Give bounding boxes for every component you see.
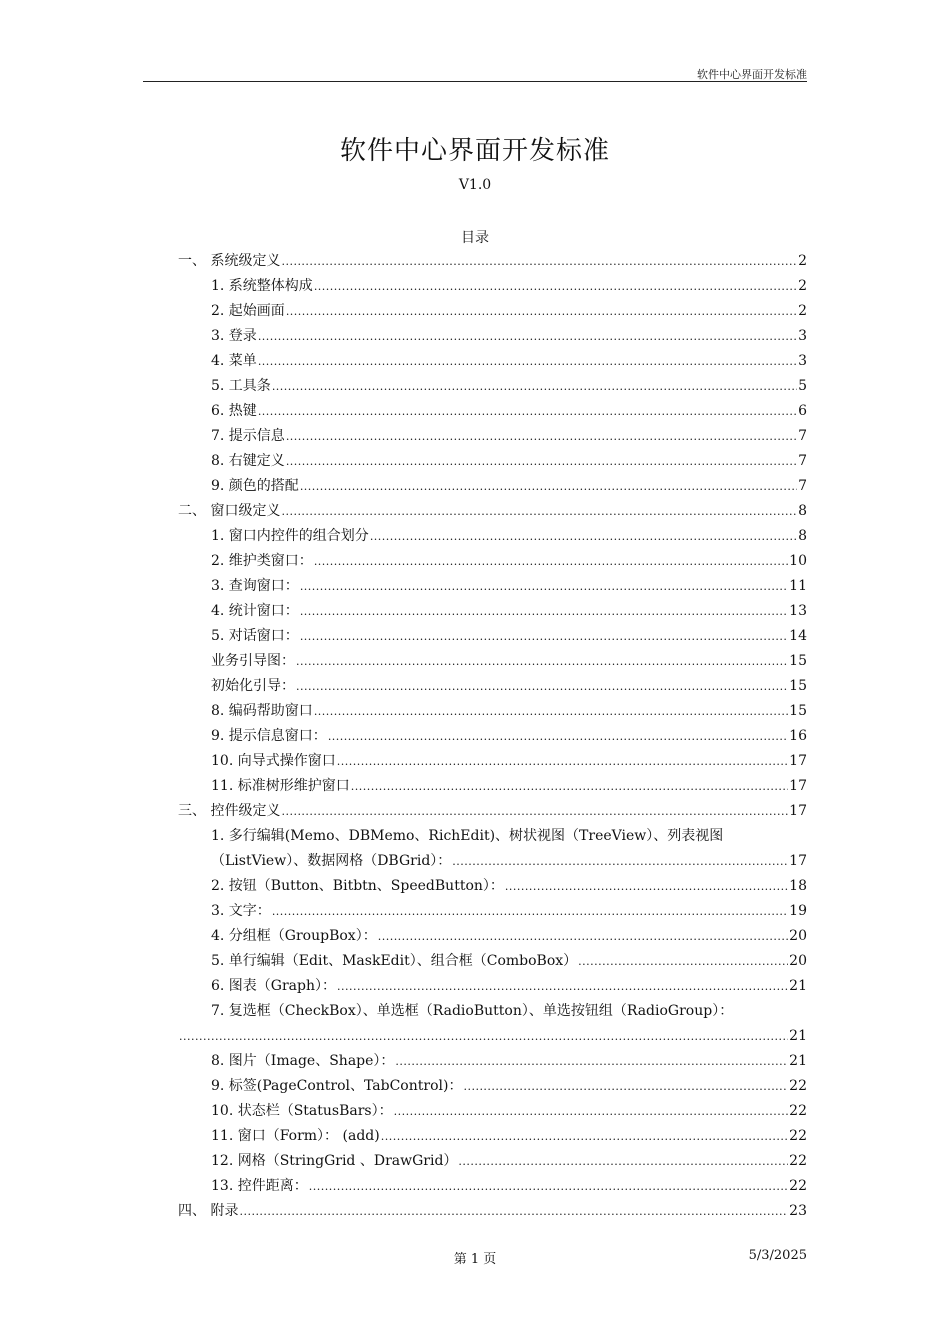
toc-dot-leader [300,599,788,624]
toc-entry[interactable] [211,324,807,349]
toc-entry-label: 9. 颜色的搭配 [211,478,299,494]
toc-entry-label: 5. 工具条 [211,378,271,394]
toc-entry-page: 11 [789,578,807,594]
toc-entry-page: 2 [798,303,807,319]
toc-entry-line[interactable] [211,824,807,849]
toc-entry[interactable] [211,649,807,674]
toc-entry[interactable] [211,674,807,699]
toc-entry-page: 3 [798,353,807,369]
toc-entry-label: 5. 对话窗口： [211,628,299,644]
toc-entry-label: 3. 查询窗口： [211,578,299,594]
toc-entry-label: 7. 复选框（CheckBox）、单选框（RadioButton）、单选按钮组（RadioGroup）： [211,1003,734,1019]
toc-dot-leader [272,374,797,399]
toc-entry-page: 17 [789,778,807,794]
toc-entry[interactable] [211,424,807,449]
toc-entry-label: 4. 分组框（GroupBox）： [211,928,377,944]
toc-dot-leader [179,1024,788,1049]
toc-entry-page: 19 [789,903,807,919]
toc-dot-leader [314,549,788,574]
toc-dot-leader [272,899,788,924]
toc-entry[interactable] [211,299,807,324]
toc-entry[interactable] [211,899,807,924]
toc-dot-leader [370,524,797,549]
toc-entry-page: 5 [798,378,807,394]
toc-entry-label: 13. 控件距离： [211,1178,308,1194]
toc-entry-label: 2. 按钮（Button、Bitbtn、SpeedButton）： [211,878,504,894]
toc-entry-label: 8. 图片（Image、Shape）： [211,1053,395,1069]
toc-entry-label: 业务引导图： [211,653,295,669]
toc-dot-leader [258,324,797,349]
toc-entry-page: 7 [798,428,807,444]
toc-entry[interactable] [211,949,807,974]
footer-date: 5/3/2025 [748,1248,807,1263]
toc-dot-leader [286,449,797,474]
toc-dot-leader [328,724,788,749]
toc-entry[interactable] [211,1099,807,1124]
document-version: V1.0 [458,177,492,193]
header-divider [143,81,807,82]
toc-dot-leader [286,299,797,324]
toc-entry[interactable] [178,499,807,524]
toc-entry[interactable] [211,724,807,749]
toc-entry-label: 6. 热键 [211,403,257,419]
toc-entry-label: 8. 右键定义 [211,453,285,469]
toc-entry[interactable] [211,624,807,649]
toc-entry-page: 22 [789,1103,807,1119]
toc-dot-leader [394,1099,789,1124]
toc-entry-page: 7 [798,453,807,469]
toc-entry[interactable] [211,524,807,549]
toc-entry-page: 17 [789,803,807,819]
toc-entry-page: 3 [798,328,807,344]
toc-dot-leader [314,699,788,724]
toc-dot-leader [452,849,788,874]
toc-entry-page: 10 [789,553,807,569]
toc-entry[interactable] [178,799,807,824]
toc-heading: 目录 [461,230,489,246]
toc-entry[interactable] [211,874,807,899]
toc-dot-leader [281,499,797,524]
toc-dot-leader [258,349,797,374]
toc-entry-page: 8 [798,503,807,519]
toc-entry-label: 3. 文字： [211,903,271,919]
toc-entry-label: 4. 统计窗口： [211,603,299,619]
toc-entry-page: 18 [789,878,807,894]
toc-entry[interactable] [211,1174,807,1199]
toc-entry-label: 11. 窗口（Form）： (add) [211,1128,380,1144]
toc-entry-page: 2 [798,253,807,269]
toc-entry-page: 13 [789,603,807,619]
toc-entry-page: 2 [798,278,807,294]
running-header: 软件中心界面开发标准 [697,68,807,81]
toc-dot-leader [463,1074,788,1099]
toc-entry[interactable] [211,1074,807,1099]
toc-entry[interactable] [211,399,807,424]
toc-entry-page: 15 [789,678,807,694]
toc-entry-label: 1. 系统整体构成 [211,278,313,294]
toc-entry[interactable] [211,574,807,599]
toc-dot-leader [314,274,797,299]
toc-entry[interactable] [211,1124,807,1149]
toc-dot-leader [351,774,788,799]
toc-entry-label: 12. 网格（StringGrid 、DrawGrid） [211,1153,458,1169]
toc-entry-label: 10. 向导式操作窗口 [211,753,336,769]
toc-dot-leader [296,649,788,674]
toc-entry-label: 2. 维护类窗口： [211,553,313,569]
toc-dot-leader [300,574,788,599]
toc-entry-page: 16 [789,728,807,744]
toc-dot-leader [378,924,788,949]
toc-entry-label: 1. 窗口内控件的组合划分 [211,528,369,544]
toc-entry-label: 三、 控件级定义 [178,803,281,819]
toc-entry-label: 3. 登录 [211,328,257,344]
toc-entry[interactable] [211,849,807,874]
toc-entry-page: 22 [789,1178,807,1194]
toc-dot-leader [395,1049,788,1074]
toc-entry-label: 1. 多行编辑(Memo、DBMemo、RichEdit)、树状视图（TreeView）、列表视图 [211,828,724,844]
toc-entry-page: 21 [789,978,807,994]
toc-entry[interactable] [211,749,807,774]
toc-entry[interactable] [211,924,807,949]
toc-entry-page: 22 [789,1078,807,1094]
toc-dot-leader [505,874,788,899]
toc-entry-label: （ListView）、数据网格（DBGrid）： [211,853,452,869]
toc-entry-page: 14 [789,628,807,644]
toc-dot-leader [458,1149,788,1174]
toc-entry[interactable] [178,249,807,274]
toc-entry-page: 20 [789,953,807,969]
toc-entry-page: 8 [798,528,807,544]
toc-entry-page: 7 [798,478,807,494]
toc-entry[interactable] [211,549,807,574]
toc-entry-label: 二、 窗口级定义 [178,503,281,519]
toc-entry-page: 20 [789,928,807,944]
toc-entry-label: 5. 单行编辑（Edit、MaskEdit）、组合框（ComboBox） [211,953,578,969]
toc-dot-leader [300,624,788,649]
toc-entry[interactable] [178,1024,807,1049]
toc-dot-leader [337,749,788,774]
footer-page-number: 第 1 页 [453,1252,497,1267]
toc-entry[interactable] [211,374,807,399]
toc-entry-label: 4. 菜单 [211,353,257,369]
toc-entry-page: 21 [789,1053,807,1069]
toc-entry-label: 2. 起始画面 [211,303,285,319]
toc-entry[interactable] [178,1199,807,1224]
document-title: 软件中心界面开发标准 [339,136,610,166]
toc-entry[interactable] [211,274,807,299]
toc-entry-label: 初始化引导： [211,678,295,694]
toc-entry[interactable] [211,774,807,799]
toc-entry[interactable] [211,349,807,374]
toc-dot-leader [381,1124,788,1149]
toc-dot-leader [239,1199,788,1224]
toc-entry[interactable] [211,699,807,724]
toc-entry-page: 17 [789,853,807,869]
toc-dot-leader [258,399,797,424]
toc-entry[interactable] [211,1149,807,1174]
toc-dot-leader [281,799,788,824]
toc-entry-page: 23 [789,1203,807,1219]
toc-entry-page: 22 [789,1153,807,1169]
toc-entry-label: 四、 附录 [178,1203,239,1219]
toc-entry[interactable] [211,474,807,499]
toc-entry-label: 9. 标签(PageControl、TabControl)： [211,1078,463,1094]
toc-entry[interactable] [211,449,807,474]
toc-entry-page: 17 [789,753,807,769]
toc-entry-label: 10. 状态栏（StatusBars）： [211,1103,393,1119]
toc-dot-leader [337,974,788,999]
toc-entry-label: 9. 提示信息窗口： [211,728,327,744]
toc-dot-leader [300,474,797,499]
toc-entry-page: 21 [789,1028,807,1044]
toc-entry-line[interactable] [211,999,807,1024]
toc-entry[interactable] [211,974,807,999]
toc-entry[interactable] [211,599,807,624]
toc-entry-label: 6. 图表（Graph）： [211,978,337,994]
toc-entry-label: 一、 系统级定义 [178,253,281,269]
toc-entry-label: 8. 编码帮助窗口 [211,703,313,719]
toc-entry-page: 15 [789,703,807,719]
toc-dot-leader [281,249,797,274]
toc-dot-leader [286,424,797,449]
toc-dot-leader [578,949,788,974]
toc-dot-leader [296,674,788,699]
toc-entry[interactable] [211,1049,807,1074]
toc-entry-page: 22 [789,1128,807,1144]
toc-entry-label: 11. 标准树形维护窗口 [211,778,350,794]
toc-dot-leader [309,1174,788,1199]
toc-entry-page: 6 [798,403,807,419]
toc-entry-page: 15 [789,653,807,669]
table-of-contents [178,249,807,1224]
toc-entry-label: 7. 提示信息 [211,428,285,444]
